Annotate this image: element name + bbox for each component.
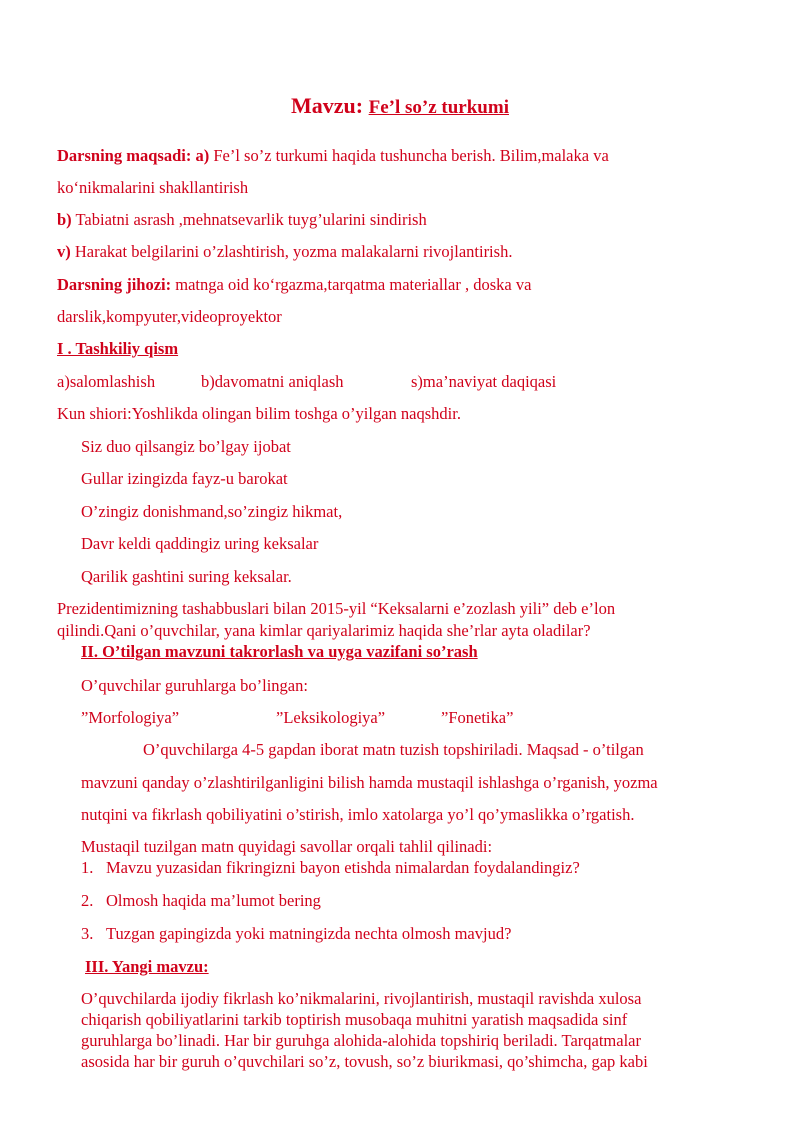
goal-text: Fe’l so’z turkumi haqida tushuncha berish. Bilim,malaka va <box>209 146 609 165</box>
section1-item-a: a)salomlashish <box>57 372 156 391</box>
goal-b-text: Tabiatni asrash ,mehnatsevarlik tuyg’ularini sindirish <box>71 210 427 229</box>
task-paragraph-line: nutqini va fikrlash qobiliyatini o’stirish, imlo xatolarga yo’l qo’ymaslikka o’rgatish. <box>81 805 635 824</box>
poem-line: Davr keldi qaddingiz uring keksalar <box>81 534 319 553</box>
equipment-label: Darsning jihozi: <box>57 275 172 294</box>
task-paragraph-line: O’quvchilarga 4-5 gapdan iborat matn tuzish topshiriladi. Maqsad - o’tilgan <box>143 740 644 759</box>
goal-v-text: Harakat belgilarini o’zlashtirish, yozma malakalarni rivojlantirish. <box>70 242 513 261</box>
goal-label: Darsning maqsadi: a) <box>57 146 210 165</box>
question-text: Tuzgan gapingizda yoki matningizda nechta olmosh mavjud? <box>106 924 512 943</box>
goal-b-label: b) <box>57 210 72 229</box>
question-item <box>81 891 321 911</box>
section2-heading: II. O’tilgan mavzuni takrorlash va uyga vazifani so’rash <box>81 642 478 661</box>
equipment-line <box>57 275 531 295</box>
equipment-line-2: darslik,kompyuter,videoproyektor <box>57 307 282 326</box>
section3-line: O’quvchilarda ijodiy fikrlash ko’nikmalarini, rivojlantirish, mustaqil ravishda xulosa <box>81 989 642 1008</box>
page-title <box>0 93 800 118</box>
poem-line: O’zingiz donishmand,so’zingiz hikmat, <box>81 502 343 521</box>
section3-line: guruhlarga bo’linadi. Har bir guruhga alohida-alohida topshiriq beriladi. Tarqatmalar <box>81 1031 641 1050</box>
question-text: Mavzu yuzasidan fikringizni bayon etishda nimalardan foydalandingiz? <box>106 858 580 877</box>
goal-line <box>57 146 609 166</box>
title-label: Mavzu: <box>291 93 364 118</box>
question-number: 2. <box>81 891 94 910</box>
title-topic: Fe’l so’z turkumi <box>368 97 509 118</box>
question-text: Olmosh haqida ma’lumot bering <box>106 891 321 910</box>
equipment-text: matnga oid ko‘rgazma,tarqatma materiallar , doska va <box>171 275 532 294</box>
section1-item-c: s)ma’naviyat daqiqasi <box>411 372 557 391</box>
president-line-2: qilindi.Qani o’quvchilar, yana kimlar qariyalarimiz haqida she’rlar ayta oladilar? <box>57 621 591 640</box>
group-fonetika: ”Fonetika” <box>441 708 514 727</box>
goal-b-line <box>57 210 427 230</box>
section1-item-b: b)davomatni aniqlash <box>201 372 344 391</box>
question-number: 3. <box>81 924 94 943</box>
question-item <box>81 858 580 878</box>
motto-line: Kun shiori:Yoshlikda olingan bilim toshga o’yilgan naqshdir. <box>57 404 461 423</box>
section3-heading: III. Yangi mavzu: <box>85 957 209 976</box>
president-line-1: Prezidentimizning tashabbuslari bilan 2015-yil “Keksalarni e’zozlash yili” deb e’lon <box>57 599 616 618</box>
section3-line: chiqarish qobiliyatlarini tarkib toptirish musobaqa muhitni yaratish maqsadida sinf <box>81 1010 628 1029</box>
poem-line: Qarilik gashtini suring keksalar. <box>81 567 292 586</box>
groups-intro: O’quvchilar guruhlarga bo’lingan: <box>81 676 308 695</box>
poem-line: Siz duo qilsangiz bo’lgay ijobat <box>81 437 291 456</box>
goal-v-line <box>57 242 512 262</box>
poem-line: Gullar izingizda fayz-u barokat <box>81 469 288 488</box>
section1-heading: I . Tashkiliy qism <box>57 339 179 358</box>
section3-line: asosida har bir guruh o’quvchilari so’z, tovush, so’z biurikmasi, qo’shimcha, gap kabi <box>81 1052 648 1071</box>
goal-v-label: v) <box>57 242 71 261</box>
group-morfologiya: ”Morfologiya” <box>81 708 180 727</box>
question-item <box>81 924 511 944</box>
question-number: 1. <box>81 858 94 877</box>
goal-line-2: ko‘nikmalarini shakllantirish <box>57 178 249 197</box>
group-leksikologiya: ”Leksikologiya” <box>276 708 386 727</box>
analysis-intro: Mustaqil tuzilgan matn quyidagi savollar orqali tahlil qilinadi: <box>81 837 493 856</box>
task-paragraph-line: mavzuni qanday o’zlashtirilganligini bilish hamda mustaqil ishlashga o’rganish, yozma <box>81 773 658 792</box>
